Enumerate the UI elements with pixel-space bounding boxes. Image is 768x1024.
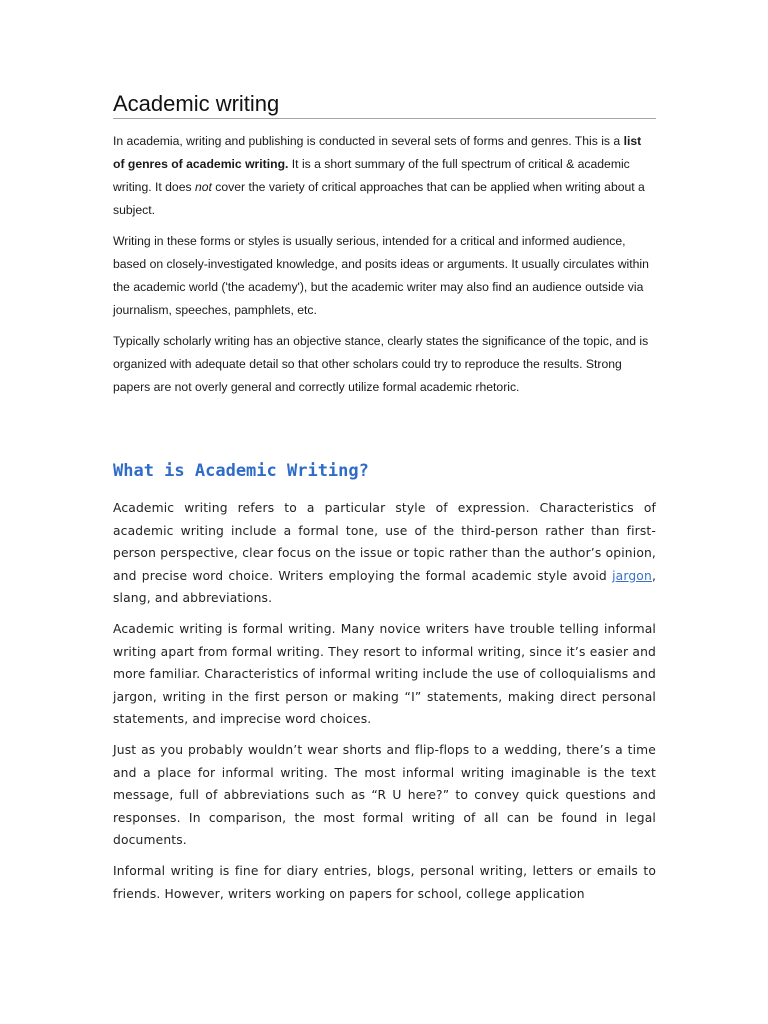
body-paragraph-1 bbox=[113, 497, 656, 610]
intro-p1-text-a: In academia, writing and publishing is conducted in several sets of forms and genres. This is a bbox=[113, 134, 624, 148]
intro-section bbox=[113, 130, 656, 407]
intro-p1-bold: list of genres of academic writing. bbox=[113, 134, 642, 171]
page-title: Academic writing bbox=[113, 92, 656, 119]
intro-paragraph-3: Typically scholarly writing has an objective stance, clearly states the significance of the topic, and is organized with adequate detail so that other scholars could try to reproduce the results. Strong papers are not overly general and correctly utilize formal academic rhetoric. bbox=[113, 334, 649, 394]
intro-p1-text-c: cover the variety of critical approaches that can be applied when writing about a subject. bbox=[113, 180, 645, 217]
body-paragraph-4: Informal writing is fine for diary entries, blogs, personal writing, letters or emails to friends. However, writers working on papers for school, college application bbox=[113, 863, 656, 901]
body-paragraph-2: Academic writing is formal writing. Many novice writers have trouble telling informal writing apart from formal writing. They resort to informal writing, since it’s easier and more familiar. Characteristics of informal writing include the use of colloquialisms and jargon, writing in the first person or making “I” statements, making direct personal statements, and imprecise word choices. bbox=[113, 621, 656, 727]
jargon-link[interactable]: jargon bbox=[612, 568, 652, 583]
body-p1-text-a: Academic writing refers to a particular style of expression. Characteristics of academic writing include a formal tone, use of the third-person rather than first-person perspective, clear focus on the issue or topic rather than the author’s opinion, and precise word choice. Writers employing the formal academic style avoid bbox=[113, 501, 656, 583]
body-paragraph-3: Just as you probably wouldn’t wear shorts and flip-flops to a wedding, there’s a time and a place for informal writing. The most informal writing imaginable is the text message, full of abbreviations such as “R U here?” to convey quick questions and responses. In comparison, the most formal writing of all can be found in legal documents. bbox=[113, 742, 656, 848]
intro-p1-italic: not bbox=[194, 180, 212, 194]
body-p1-text-b: , slang, and abbreviations. bbox=[113, 568, 656, 606]
intro-p1-text-b: It is a short summary of the full spectrum of critical & academic writing. It does bbox=[113, 157, 630, 194]
section-heading: What is Academic Writing? bbox=[113, 461, 369, 481]
intro-paragraph-1 bbox=[113, 130, 656, 222]
intro-paragraph-2: Writing in these forms or styles is usually serious, intended for a critical and informed audience, based on closely-investigated knowledge, and posits ideas or arguments. It usually circulates within the academic world ('the academy'), but the academic writer may also find an audience outside via journalism, speeches, pamphlets, etc. bbox=[113, 234, 649, 317]
body-section bbox=[113, 497, 656, 913]
